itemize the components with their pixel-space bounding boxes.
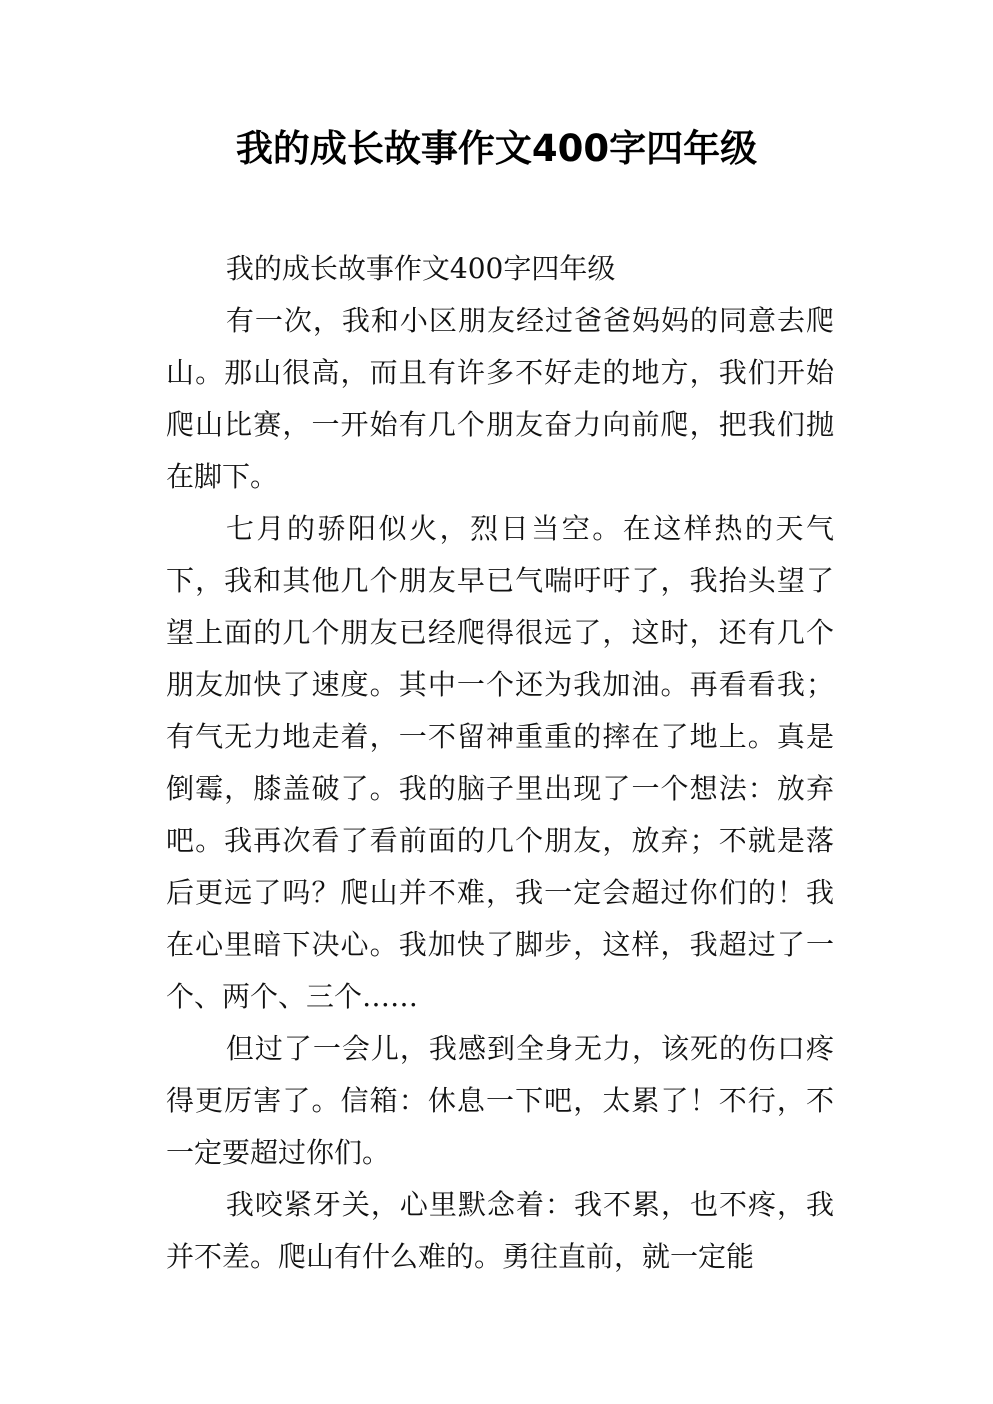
paragraph: 有一次，我和小区朋友经过爸爸妈妈的同意去爬山。那山很高，而且有许多不好走的地方，我们开始爬山比赛，一开始有几个朋友奋力向前爬，把我们抛在脚下。 [166,304,834,493]
paragraph-subtitle: 我的成长故事作文400字四年级 [225,252,616,285]
paragraph: 我咬紧牙关，心里默念着：我不累，也不疼，我并不差。爬山有什么难的。勇往直前，就一定能 [166,1188,834,1273]
paragraph: 七月的骄阳似火，烈日当空。在这样热的天气下，我和其他几个朋友早已气喘吁吁了，我抬头望了望上面的几个朋友已经爬得很远了，这时，还有几个朋友加快了速度。其中一个还为我加油。再看看我；有气无力地走着，一不留神重重的摔在了地上。真是倒霉，膝盖破了。我的脑子里出现了一个想法：放弃吧。我再次看了看前面的几个朋友，放弃；不就是落后更远了吗？爬山并不难，我一定会超过你们的！我在心里暗下决心。我加快了脚步，这样，我超过了一个、两个、三个…… [166,512,834,1013]
document-title: 我的成长故事作文400字四年级 [235,127,758,170]
document-body [166,243,834,1283]
paragraph: 但过了一会儿，我感到全身无力，该死的伤口疼得更厉害了。信箱：休息一下吧，太累了！不行，不一定要超过你们。 [166,1032,834,1169]
